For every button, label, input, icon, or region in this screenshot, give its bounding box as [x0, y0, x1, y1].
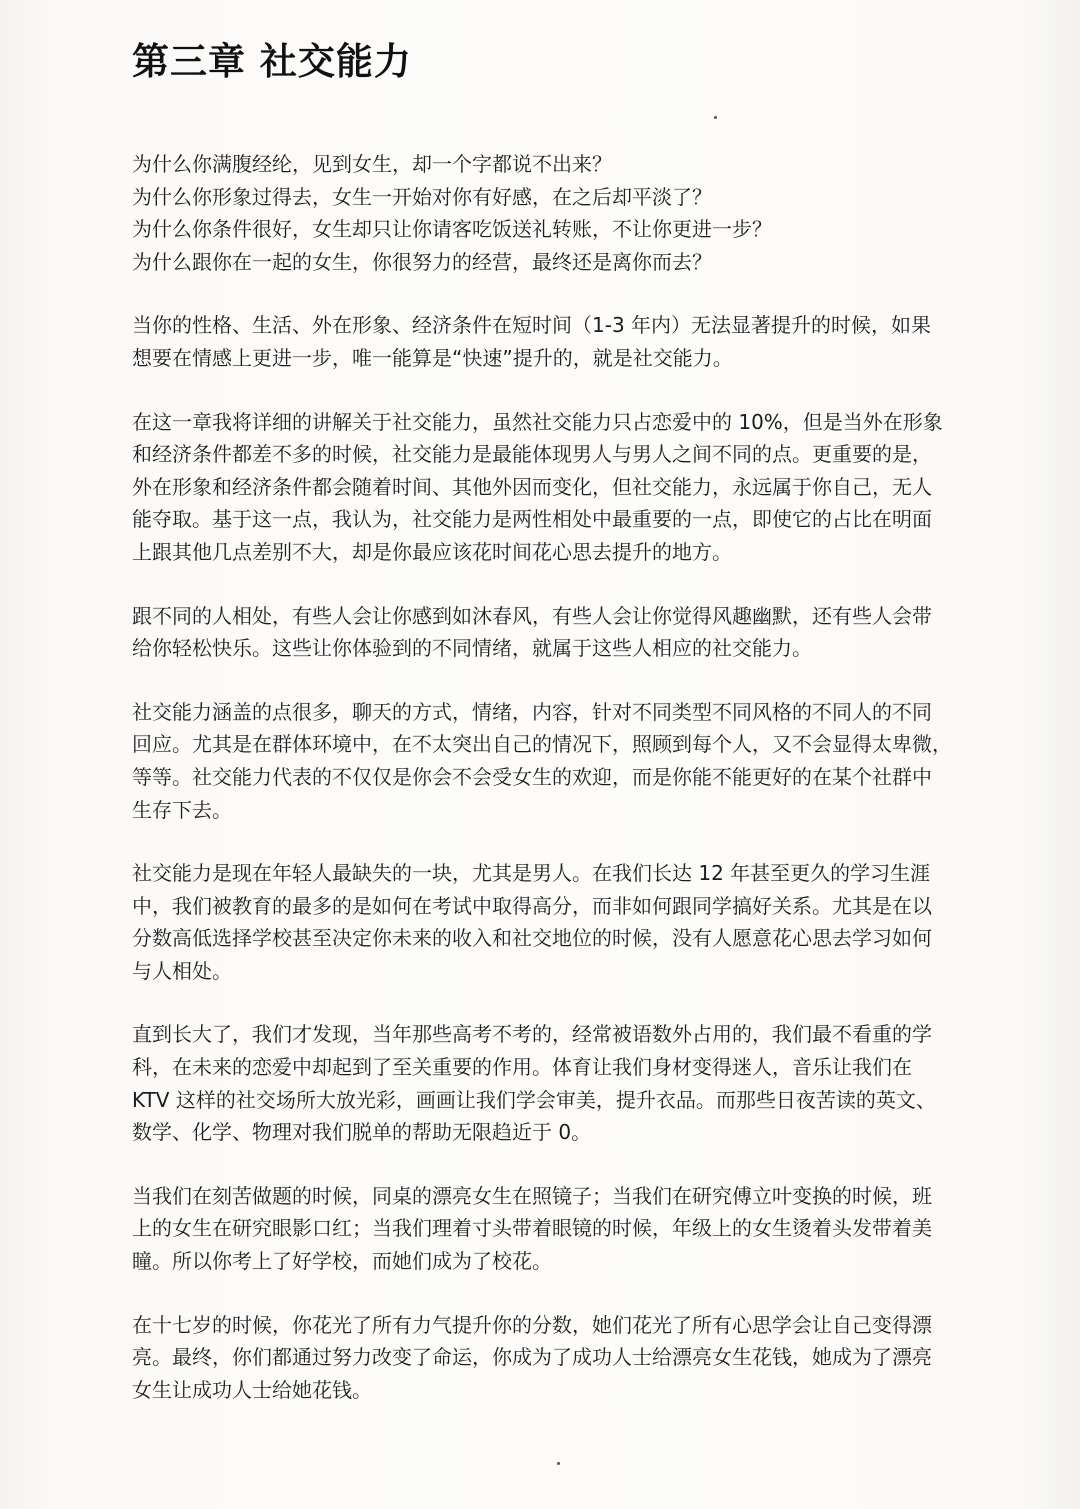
text-line: 社交能力涵盖的点很多，聊天的方式，情绪，内容，针对不同类型不同风格的不同人的不同: [132, 699, 932, 724]
text-line: 外在形象和经济条件都会随着时间、其他外因而变化，但社交能力，永远属于你自己，无人: [132, 474, 932, 499]
text-line: 科，在未来的恋爱中却起到了至关重要的作用。体育让我们身材变得迷人，音乐让我们在: [132, 1055, 912, 1080]
text-line: 中，我们被教育的最多的是如何在考试中取得高分，而非如何跟同学搞好关系。尤其是在以: [132, 893, 932, 918]
paper-speck: [557, 1462, 560, 1465]
paragraph-questions: [132, 148, 992, 278]
text-line: 和经济条件都差不多的时候，社交能力是最能体现男人与男人之间不同的点。更重要的是，: [132, 442, 932, 467]
paper-speck: [714, 116, 717, 119]
paragraph-youth-lacking: [132, 857, 992, 987]
text-line: 能夺取。基于这一点，我认为，社交能力是两性相处中最重要的一点，即使它的占比在明面: [132, 507, 932, 532]
text-line: 在这一章我将详细的讲解关于社交能力，虽然社交能力只占恋爱中的 10%，但是当外在形象: [132, 409, 943, 434]
text-line: 上跟其他几点差别不大，却是你最应该花时间花心思去提升的地方。: [132, 539, 732, 564]
text-line: 为什么你条件很好，女生却只让你请客吃饭送礼转账，不让你更进一步？: [132, 217, 772, 242]
paragraph-seventeen: [132, 1309, 992, 1407]
text-line: 等等。社交能力代表的不仅仅是你会不会受女生的欢迎，而是你能不能更好的在某个社群中: [132, 764, 932, 789]
text-line: 跟不同的人相处，有些人会让你感到如沐春风，有些人会让你觉得风趣幽默，还有些人会带: [132, 603, 932, 628]
paragraph-social-scope: [132, 696, 992, 826]
text-line: KTV 这样的社交场所大放光彩，画画让我们学会审美，提升衣品。而那些日夜苦读的英文、: [132, 1087, 936, 1112]
text-line: 女生让成功人士给她花钱。: [132, 1377, 372, 1402]
text-line: 亮。最终，你们都通过努力改变了命运，你成为了成功人士给漂亮女生花钱，她成为了漂亮: [132, 1345, 932, 1370]
text-line: 瞳。所以你考上了好学校，而她们成为了校花。: [132, 1249, 552, 1274]
paragraph-different-people: [132, 600, 992, 665]
text-line: 生存下去。: [132, 797, 232, 822]
text-line: 数学、化学、物理对我们脱单的帮助无限趋近于 0。: [132, 1120, 592, 1145]
text-line: 为什么跟你在一起的女生，你很努力的经营，最终还是离你而去？: [132, 249, 712, 274]
paragraph-classmates: [132, 1180, 992, 1278]
text-line: 分数高低选择学校甚至决定你未来的收入和社交地位的时候，没有人愿意花心思去学习如何: [132, 926, 932, 951]
text-line: 想要在情感上更进一步，唯一能算是“快速”提升的，就是社交能力。: [132, 345, 733, 370]
text-line: 当我们在刻苦做题的时候，同桌的漂亮女生在照镜子；当我们在研究傅立叶变换的时候，班: [132, 1183, 932, 1208]
text-line: 与人相处。: [132, 958, 232, 983]
text-line: 回应。尤其是在群体环境中，在不太突出自己的情况下，照顾到每个人，又不会显得太卑微，: [132, 732, 952, 757]
text-line: 为什么你满腹经纶，见到女生，却一个字都说不出来？: [132, 152, 612, 176]
paragraph-chapter-overview: [132, 406, 992, 569]
paragraph-growing-up: [132, 1018, 992, 1148]
text-line: 当你的性格、生活、外在形象、经济条件在短时间（1-3 年内）无法显著提升的时候，如果: [132, 313, 932, 338]
text-line: 上的女生在研究眼影口红；当我们理着寸头带着眼镜的时候，年级上的女生烫着头发带着美: [132, 1216, 932, 1241]
text-line: 为什么你形象过得去，女生一开始对你有好感，在之后却平淡了？: [132, 184, 712, 209]
text-line: 直到长大了，我们才发现，当年那些高考不考的，经常被语数外占用的，我们最不看重的学: [132, 1022, 932, 1047]
chapter-body: [132, 148, 992, 1437]
text-line: 给你轻松快乐。这些让你体验到的不同情绪，就属于这些人相应的社交能力。: [132, 636, 812, 661]
paragraph-quick-improvement: [132, 309, 992, 374]
text-line: 在十七岁的时候，你花光了所有力气提升你的分数，她们花光了所有心思学会让自己变得漂: [132, 1312, 932, 1337]
chapter-title: 第三章 社交能力: [132, 40, 412, 83]
text-line: 社交能力是现在年轻人最缺失的一块，尤其是男人。在我们长达 12 年甚至更久的学习生涯: [132, 861, 931, 886]
